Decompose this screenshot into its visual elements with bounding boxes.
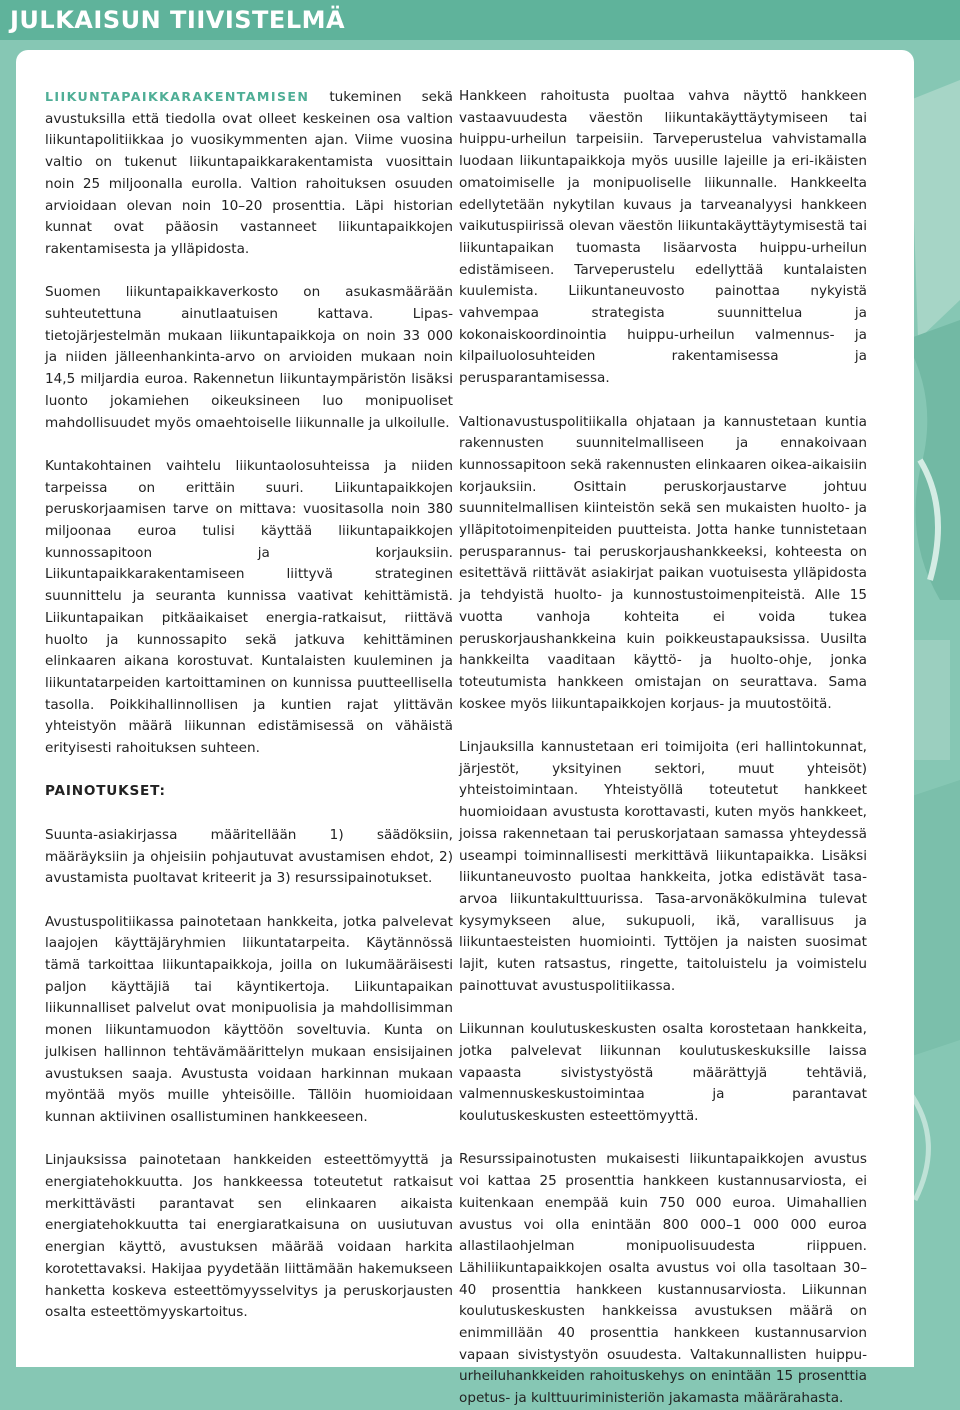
paragraph-guidelines: Suunta-asiakirjassa määritellään 1) säädöksiin, määräyksiin ja ohjeisiin pohjautuvat avustamisen ehdot, 2) avustamista puoltavat kriteerit ja 3) resurssipainotukset. [45, 826, 453, 887]
content-card [16, 50, 914, 1407]
paragraph-policy: Avustuspolitiikassa painotetaan hankkeita, jotka palvelevat laajojen käyttäjäryhmien liikuntatarpeita. Käytännössä tämä tarkoittaa liikuntapaikkoja, joilla on lukumääräisesti paljon käyttäjiä tai käyntikertoja. Liikuntapaikan liikunnalliset palvelut ovat monipuolisia ja mahdollisimman monen liikuntamuodon käyttöön soveltuvia. Kunta on julkisen hallinnon tehtävämäärittelyn mukaan ensisijainen avustuksen saaja. Avustusta voidaan harkinnan mukaan myöntää myös muille yhteisöille. Tällöin huomioidaan kunnan aktiivinen osallistuminen hankkeeseen. [45, 913, 453, 1125]
right-column [459, 86, 867, 1410]
lead-word: LIIKUNTAPAIKKARAKENTAMISEN [45, 89, 310, 104]
paragraph-training-centers: Liikunnan koulutuskeskusten osalta korostetaan hankkeita, jotka palvelevat liikunnan koulutuskeskuksille laissa vapaasta sivistystyöstä määrättyjä tehtäviä, valmennuskeskustoimintaa ja parantavat koulutuskeskusten esteettömyyttä. [459, 1021, 867, 1124]
left-column [45, 86, 453, 1324]
section-heading: PAINOTUKSET: [45, 783, 166, 800]
paragraph-accessibility: Linjauksissa painotetaan hankkeiden esteettömyyttä ja energiatehokkuutta. Jos hankkeessa toteutetut ratkaisut merkittävästi parantavat sen elinkaaren aikaista energiatehokkuutta tai energiaratkaisuna on uusiutuvan energian käyttö, avustuksen määrää voidaan harkita korotettavaksi. Hakijaa pyydetään liittämään hakemukseen hanketta koskeva esteettömyysselvitys ja peruskorjausten osalta esteettömyyskartoitus. [45, 1152, 453, 1321]
paragraph-variation: Kuntakohtainen vaihtelu liikuntaolosuhteissa ja niiden tarpeissa on erittäin suuri. Liikuntapaikkojen peruskorjaamisen tarve on mittava: vuositasolla noin 380 miljoonaa euroa tulisi käyttää liikuntapaikkojen kunnossapitoon ja korjauksiin. Liikuntapaikkarakentamiseen liittyvä strateginen suunnittelu ja seuranta kunnissa vaativat kehittämistä. Liikuntapaikan pitkäaikaiset energia-ratkaisut, riittävä huolto ja kunnossapito sekä jatkuva kehittäminen elinkaaren aikana korostuvat. Kuntalaisten kuuleminen ja liikuntatarpeiden kartoittaminen on kunnissa puutteellisella tasolla. Poikkihallinnollisen ja kuntien rajat ylittävän yhteistyön määrä liikunnan edistämisessä on vähäistä erityisesti rahoituksen suhteen. [45, 457, 453, 757]
intro-text: tukeminen sekä avustuksilla että tiedolla ovat olleet keskeinen osa valtion liikuntapolitiikkaa jo vuosikymmenten ajan. Viime vuosina valtio on tukenut liikuntapaikkarakentamista vuosittain noin 25 miljoonalla eurolla. Valtion rahoituksen osuuden arvioidaan olevan noin 10–20 prosenttia. Läpi historian kunnat ovat pääosin vastanneet liikuntapaikkojen rakentamisesta ja ylläpidosta. [45, 89, 453, 257]
paragraph-funding: Hankkeen rahoitusta puoltaa vahva näyttö hankkeen vastaavuudesta väestön liikuntakäyttäytymiseen tai huippu-urheilun tarpeisiin. Tarveperustelua vahvistamalla luodaan liikuntapaikkoja myös uusille lajeille ja eri-ikäisten omatoimiselle ja monipuoliselle liikunnalle. Hankkeelta edellytetään nykytilan kuvaus ja tarveanalyysi hankkeen vaikutuspiirissä olevan väestön liikuntakäyttäytymisestä tai liikuntapaikan tuomasta lisäarvosta huippu-urheilun edistämiseen. Tarveperustelu edellyttää kuntalaisten kuulemista. Liikuntaneuvosto painottaa nykyistä vahvempaa strategista suunnittelua ja kokonaiskoordinointia huippu-urheilun valmennus- ja kilpailuolosuhteiden rakentamisessa ja perusparantamisessa. [459, 88, 867, 387]
header-bar [0, 0, 960, 40]
intro-paragraph [45, 86, 453, 261]
page-title: JULKAISUN TIIVISTELMÄ [10, 6, 346, 34]
paragraph-resources: Resurssipainotusten mukaisesti liikuntapaikkojen avustus voi kattaa 25 prosenttia hankkeen kustannusarviosta, ei kuitenkaan enempää kuin 750 000 euroa. Uimahallien avustus voi olla enintään 800 000–1 000 000 euroa allastilaohjelman monipuolisuudesta riippuen. Lähiliikuntapaikkojen osalta avustus voi olla tasoltaan 30–40 prosenttia hankkeen kustannusarviosta. Liikunnan koulutuskeskusten hankkeissa avustuksen määrä on enimmillään 40 prosenttia hankkeen kustannusarvion vapaan sivistystyön osuudesta. Valtakunnallisten huippu-urheiluhankkeiden rahoituskehys on enintään 15 prosenttia opetus- ja kulttuuriministeriön jakamasta määrärahasta. [459, 1151, 867, 1407]
paragraph-network: Suomen liikuntapaikkaverkosto on asukasmäärään suhteutettuna ainutlaatuisen kattava. Lipas-tietojärjestelmän mukaan liikuntapaikkoja on noin 33 000 ja niiden jälleenhankinta-arvo on arvioiden mukaan noin 14,5 miljardia euroa. Rakennetun liikuntaympäristön lisäksi luonto jokamiehen oikeuksineen luo monipuoliset mahdollisuudet myös omaehtoiselle liikunnalle ja ulkoilulle. [45, 284, 453, 431]
paragraph-state-aid: Valtionavustuspolitiikalla ohjataan ja kannustetaan kuntia rakennusten suunnitelmalliseen ja ennakoivaan kunnossapitoon sekä rakennusten elinkaaren oikea-aikaisiin korjauksiin. Osittain peruskorjaustarve johtuu suunnitelmallisen kiinteistön sekä sen mukaisten huolto- ja ylläpitotoimenpiteiden puutteista. Jotta hanke tunnistetaan perusparannus- tai peruskorjaushankkeeksi, kohteesta on esitettävä riittävät asiakirjat paikan vuotuisesta ylläpidosta ja tehdyistä huolto- ja kunnostustoimenpiteistä. Alle 15 vuotta vanhoja kohteita ei voida tukea peruskorjaushankkeina kuin poikkeustapauksissa. Uusilta hankkeilta vaaditaan käyttö- ja huolto-ohje, jonka toteutumista hankkeen omistajan on seurattava. Sama koskee myös liikuntapaikkojen korjaus- ja muutostöitä. [459, 413, 867, 712]
paragraph-cooperation: Linjauksilla kannustetaan eri toimijoita (eri hallintokunnat, järjestöt, yksityinen sektori, muut yhteisöt) yhteistoimintaan. Yhteistyöllä toteutetut hankkeet huomioidaan avustusta korottavasti, kuten myös hankkeet, joissa rakennetaan tai peruskorjataan samassa yhteydessä useampi toiminnallisesti merkittävä liikuntapaikka. Lisäksi liikuntaneuvosto puoltaa hankkeita, jotka edistävät tasa-arvoa liikuntakulttuurissa. Tasa-arvonäkökulmina tulevat kysymykseen alue, sukupuoli, ikä, varallisuus ja liikuntaesteisten huomiointi. Tyttöjen ja naisten suosimat lajit, kuten ratsastus, ringette, taitoluistelu ja voimistelu painottuvat avustuspolitiikassa. [459, 739, 867, 994]
